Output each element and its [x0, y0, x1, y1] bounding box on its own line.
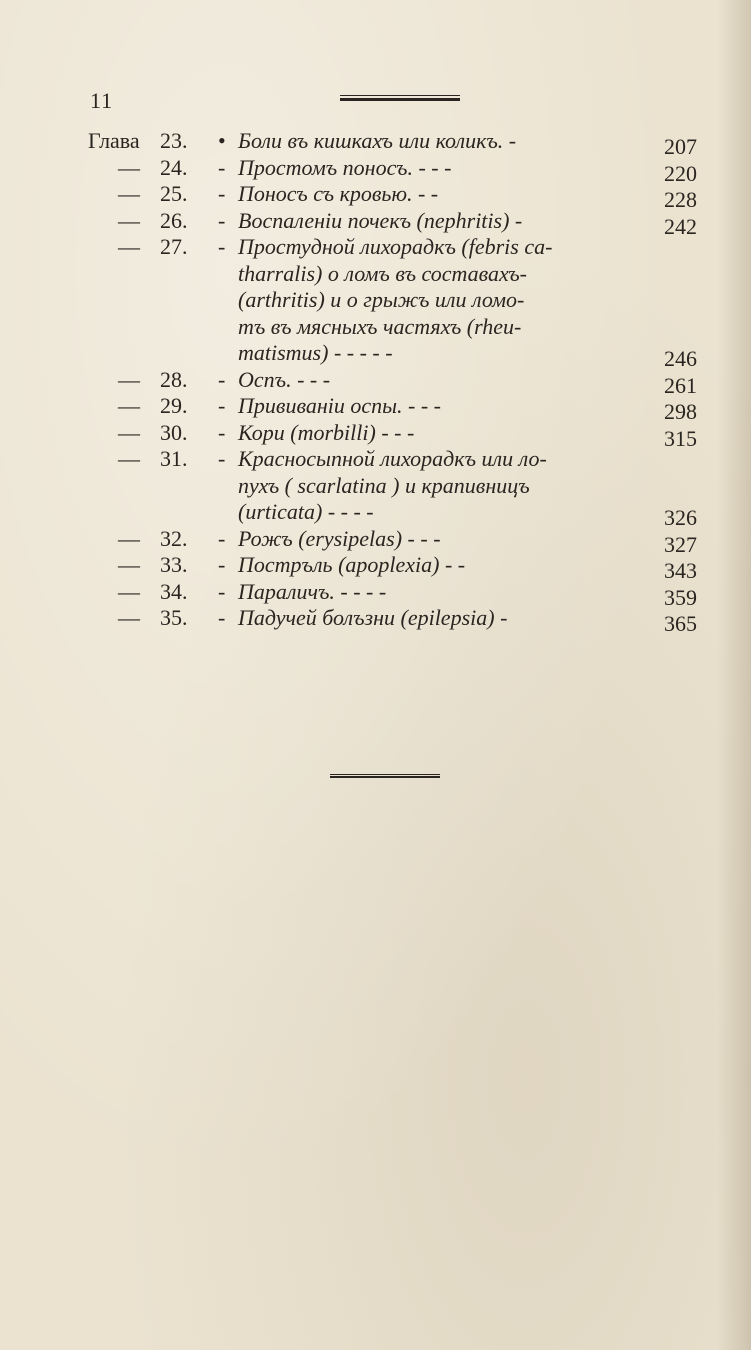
chapter-label: Глава: [88, 128, 140, 153]
page-reference: 246: [664, 346, 697, 371]
separator-mark: -: [218, 446, 226, 471]
chapter-title-line: Кори (morbilli) - - -: [238, 419, 415, 445]
chapter-title-line: тъ въ мясныхъ частяхъ (rheu-: [238, 313, 522, 339]
chapter-title-line: Падучей болъзни (epilepsia) -: [238, 605, 508, 630]
chapter-number: 34.: [160, 578, 188, 604]
page-reference: 298: [664, 399, 697, 424]
page-reference: 228: [664, 187, 697, 212]
ditto-dash: —: [118, 234, 140, 259]
ditto-dash: —: [118, 207, 140, 233]
ditto-dash: —: [118, 578, 140, 604]
page-number: 11: [90, 88, 114, 113]
separator-mark: -: [218, 605, 226, 630]
separator-mark: -: [218, 525, 226, 551]
ditto-dash: —: [118, 419, 140, 445]
chapter-title-line: Воспаленіи почекъ (nephritis) -: [238, 207, 523, 233]
separator-mark: •: [218, 128, 226, 153]
page-reference: 207: [664, 134, 697, 159]
separator-mark: -: [218, 234, 226, 259]
chapter-title-line: Параличъ. - - - -: [238, 578, 387, 604]
separator-mark: -: [218, 207, 226, 233]
chapter-title-line: Боли въ кишкахъ или коликъ. -: [238, 128, 517, 153]
chapter-number: 26.: [160, 207, 188, 233]
chapter-title-line: matismus) - - - - -: [238, 340, 393, 365]
chapter-title-line: Постръль (apoplexia) - -: [238, 552, 466, 577]
chapter-number: 27.: [160, 234, 188, 259]
footer-rule: [330, 774, 440, 778]
chapter-number: 24.: [160, 154, 188, 180]
page-reference: 220: [664, 160, 697, 186]
chapter-title-line: tharralis) о ломъ въ составахъ-: [238, 260, 528, 286]
page-reference: 261: [664, 372, 697, 398]
ditto-dash: —: [118, 366, 140, 392]
chapter-title-line: Рожъ (erysipelas) - - -: [238, 525, 441, 551]
chapter-title-line: Оспъ. - - -: [238, 366, 331, 392]
ditto-dash: —: [118, 446, 140, 471]
separator-mark: -: [218, 578, 226, 604]
chapter-number: 25.: [160, 181, 188, 206]
chapter-title-line: Простомъ поносъ. - - -: [238, 154, 452, 180]
separator-mark: -: [218, 366, 226, 392]
header-rule: [340, 95, 460, 101]
chapter-number: 31.: [160, 446, 188, 471]
chapter-number: 30.: [160, 419, 188, 445]
ditto-dash: —: [118, 393, 140, 418]
page-reference: 359: [664, 584, 697, 610]
separator-mark: -: [218, 552, 226, 577]
chapter-number: 29.: [160, 393, 188, 418]
separator-mark: -: [218, 419, 226, 445]
ditto-dash: —: [118, 525, 140, 551]
page-reference: 315: [664, 425, 697, 451]
chapter-title-line: пухъ ( scarlatina ) и крапивницъ: [238, 472, 530, 498]
chapter-number: 35.: [160, 605, 188, 630]
chapter-number: 33.: [160, 552, 188, 577]
page-reference: 326: [664, 505, 697, 530]
chapter-title-line: Поносъ съ кровью. - -: [238, 181, 439, 206]
chapter-title-line: Красносыпной лихорадкъ или ло-: [238, 446, 547, 471]
page-reference: 343: [664, 558, 697, 583]
separator-mark: -: [218, 154, 226, 180]
page-edge-shadow: [717, 0, 751, 1350]
ditto-dash: —: [118, 552, 140, 577]
chapter-title-line: Простудной лихорадкъ (febris ca-: [238, 234, 553, 259]
chapter-number: 32.: [160, 525, 188, 551]
page-reference: 242: [664, 213, 697, 239]
separator-mark: -: [218, 393, 226, 418]
chapter-title-line: Прививаніи оспы. - - -: [238, 393, 442, 418]
page-reference: 327: [664, 531, 697, 557]
ditto-dash: —: [118, 154, 140, 180]
ditto-dash: —: [118, 181, 140, 206]
page-reference: 365: [664, 611, 697, 636]
ditto-dash: —: [118, 605, 140, 630]
separator-mark: -: [218, 181, 226, 206]
chapter-number: 23.: [160, 128, 188, 153]
chapter-number: 28.: [160, 366, 188, 392]
chapter-title-line: (arthritis) и о грыжъ или ломо-: [238, 287, 525, 312]
chapter-title-line: (urticata) - - - -: [238, 499, 374, 524]
